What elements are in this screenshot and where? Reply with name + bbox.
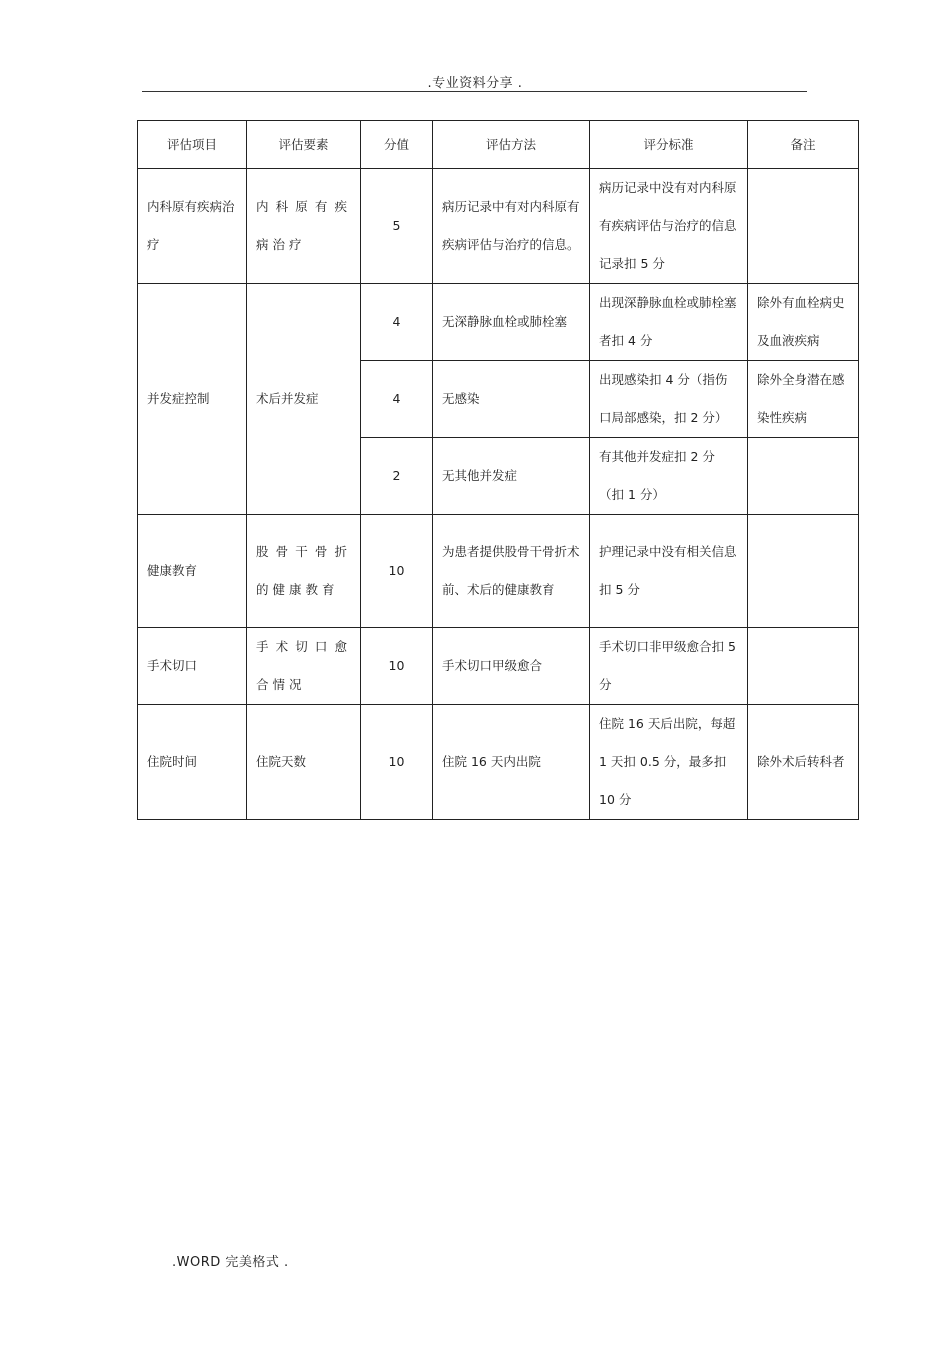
cell-standard: 护理记录中没有相关信息扣 5 分 bbox=[590, 515, 748, 628]
column-header-score: 分值 bbox=[361, 121, 433, 169]
column-header-standard: 评分标准 bbox=[590, 121, 748, 169]
cell-item: 健康教育 bbox=[138, 515, 247, 628]
cell-element: 股骨干骨折的健康教育 bbox=[247, 515, 361, 628]
cell-method: 住院 16 天内出院 bbox=[433, 705, 590, 820]
cell-item: 手术切口 bbox=[138, 628, 247, 705]
cell-item: 内科原有疾病治疗 bbox=[138, 169, 247, 284]
cell-element: 手术切口愈合情况 bbox=[247, 628, 361, 705]
cell-note: 除外全身潜在感染性疾病 bbox=[748, 361, 859, 438]
cell-method: 病历记录中有对内科原有疾病评估与治疗的信息。 bbox=[433, 169, 590, 284]
cell-score: 2 bbox=[361, 438, 433, 515]
page-footer: .WORD 完美格式 . bbox=[172, 1255, 289, 1270]
cell-standard: 手术切口非甲级愈合扣 5 分 bbox=[590, 628, 748, 705]
column-header-item: 评估项目 bbox=[138, 121, 247, 169]
table-row bbox=[138, 628, 859, 705]
cell-method: 无深静脉血栓或肺栓塞 bbox=[433, 284, 590, 361]
assessment-table bbox=[137, 120, 859, 820]
cell-item: 住院时间 bbox=[138, 705, 247, 820]
cell-method: 为患者提供股骨干骨折术前、术后的健康教育 bbox=[433, 515, 590, 628]
column-header-note: 备注 bbox=[748, 121, 859, 169]
cell-score: 4 bbox=[361, 284, 433, 361]
column-header-method: 评估方法 bbox=[433, 121, 590, 169]
cell-element: 内科原有疾病治疗 bbox=[247, 169, 361, 284]
cell-note bbox=[748, 169, 859, 284]
cell-standard: 有其他并发症扣 2 分（扣 1 分） bbox=[590, 438, 748, 515]
cell-standard: 住院 16 天后出院，每超 1 天扣 0.5 分，最多扣 10 分 bbox=[590, 705, 748, 820]
cell-standard: 病历记录中没有对内科原有疾病评估与治疗的信息记录扣 5 分 bbox=[590, 169, 748, 284]
table-row bbox=[138, 169, 859, 284]
cell-score: 10 bbox=[361, 705, 433, 820]
table-header-row bbox=[138, 121, 859, 169]
cell-note: 除外有血栓病史及血液疾病 bbox=[748, 284, 859, 361]
cell-score: 10 bbox=[361, 628, 433, 705]
cell-method: 无感染 bbox=[433, 361, 590, 438]
page-header: .专业资料分享 . bbox=[427, 76, 523, 91]
cell-standard: 出现感染扣 4 分（指伤口局部感染，扣 2 分） bbox=[590, 361, 748, 438]
cell-score: 5 bbox=[361, 169, 433, 284]
cell-standard: 出现深静脉血栓或肺栓塞者扣 4 分 bbox=[590, 284, 748, 361]
cell-score: 10 bbox=[361, 515, 433, 628]
cell-item: 并发症控制 bbox=[138, 284, 247, 515]
table-row bbox=[138, 705, 859, 820]
cell-note: 除外术后转科者 bbox=[748, 705, 859, 820]
cell-note bbox=[748, 628, 859, 705]
cell-method: 无其他并发症 bbox=[433, 438, 590, 515]
cell-score: 4 bbox=[361, 361, 433, 438]
cell-note bbox=[748, 438, 859, 515]
cell-element: 住院天数 bbox=[247, 705, 361, 820]
cell-method: 手术切口甲级愈合 bbox=[433, 628, 590, 705]
cell-element: 术后并发症 bbox=[247, 284, 361, 515]
table-row bbox=[138, 284, 859, 361]
cell-note bbox=[748, 515, 859, 628]
column-header-element: 评估要素 bbox=[247, 121, 361, 169]
header-divider bbox=[142, 91, 807, 92]
table-row bbox=[138, 515, 859, 628]
